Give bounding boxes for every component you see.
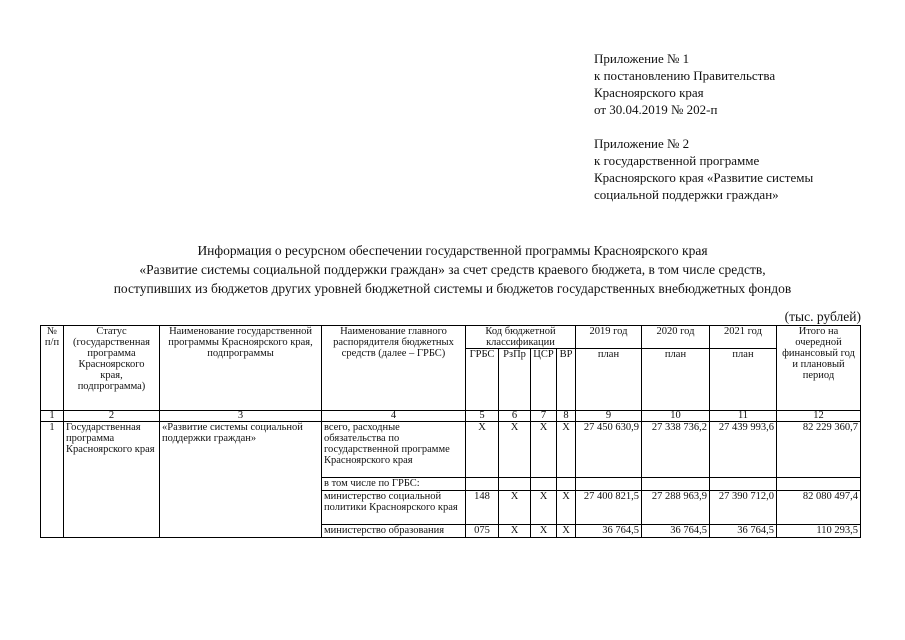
- cell-2019: [576, 478, 642, 491]
- header-num: № п/п: [41, 326, 64, 411]
- cell-rzpr: Х: [499, 422, 531, 478]
- header-plan-2019: план: [576, 349, 642, 411]
- cell-2020: [642, 478, 710, 491]
- column-number: 1: [41, 411, 64, 422]
- cell-2020: 27 338 736,2: [642, 422, 710, 478]
- header-program-name: Наименование государственной программы Красноярского края, подпрограммы: [160, 326, 322, 411]
- cell-2020: 36 764,5: [642, 525, 710, 538]
- header-status: Статус (государственная программа Красноярского края, подпрограмма): [64, 326, 160, 411]
- cell-2020: 27 288 963,9: [642, 491, 710, 525]
- cell-grbs: 148: [466, 491, 499, 525]
- header-plan-2021: план: [710, 349, 777, 411]
- cell-rzpr: [499, 478, 531, 491]
- annex-1-header: [594, 50, 775, 118]
- cell-2019: 27 450 630,9: [576, 422, 642, 478]
- cell-vr: Х: [557, 491, 576, 525]
- column-number: 10: [642, 411, 710, 422]
- cell-2021: 27 439 993,6: [710, 422, 777, 478]
- cell-total: 82 229 360,7: [777, 422, 861, 478]
- header-2019: 2019 год: [576, 326, 642, 349]
- resource-table: [40, 325, 861, 538]
- header-budget-code: Код бюджетной классификации: [466, 326, 576, 349]
- column-number: 12: [777, 411, 861, 422]
- annex-2-line: Приложение № 2: [594, 136, 690, 151]
- cell-csr: Х: [531, 525, 557, 538]
- cell-csr: Х: [531, 491, 557, 525]
- column-number: 9: [576, 411, 642, 422]
- column-number: 4: [322, 411, 466, 422]
- cell-total: [777, 478, 861, 491]
- cell-vr: Х: [557, 525, 576, 538]
- cell-vr: [557, 478, 576, 491]
- row-label: всего, расходные обязательства по государственной программе Красноярского края: [322, 422, 466, 478]
- header-plan-2020: план: [642, 349, 710, 411]
- column-number: 5: [466, 411, 499, 422]
- units-label: (тыс. рублей): [784, 309, 861, 324]
- annex-2-header: [594, 135, 813, 203]
- column-number: 2: [64, 411, 160, 422]
- cell-grbs: [466, 478, 499, 491]
- cell-2019: 27 400 821,5: [576, 491, 642, 525]
- row-label: министерство социальной политики Красноярского края: [322, 491, 466, 525]
- program-status: Государственная программа Красноярского края: [64, 422, 160, 538]
- header-grbs-name: Наименование главного распорядителя бюджетных средств (далее – ГРБС): [322, 326, 466, 411]
- table-row-total: [41, 422, 861, 478]
- cell-2021: 27 390 712,0: [710, 491, 777, 525]
- header-csr: ЦСР: [531, 349, 557, 411]
- cell-rzpr: Х: [499, 525, 531, 538]
- cell-2021: [710, 478, 777, 491]
- column-number: 3: [160, 411, 322, 422]
- cell-csr: Х: [531, 422, 557, 478]
- title-line: поступивших из бюджетов других уровней бюджетной системы и бюджетов государственных внебюджетных фондов: [113, 281, 792, 296]
- header-row: [41, 326, 861, 349]
- cell-grbs: 075: [466, 525, 499, 538]
- annex-1-line: Приложение № 1: [594, 51, 690, 66]
- cell-rzpr: Х: [499, 491, 531, 525]
- header-grbs: ГРБС: [466, 349, 499, 411]
- annex-1-line: к постановлению Правительства: [594, 68, 776, 83]
- cell-csr: [531, 478, 557, 491]
- column-number: 8: [557, 411, 576, 422]
- cell-2019: 36 764,5: [576, 525, 642, 538]
- program-number: 1: [41, 422, 64, 538]
- document-title: [0, 241, 905, 298]
- program-name: «Развитие системы социальной поддержки граждан»: [160, 422, 322, 538]
- cell-grbs: Х: [466, 422, 499, 478]
- row-label: министерство образования: [322, 525, 466, 538]
- header-total: Итого на очередной финансовый год и плановый период: [777, 326, 861, 411]
- header-2020: 2020 год: [642, 326, 710, 349]
- column-number: 6: [499, 411, 531, 422]
- column-number: 7: [531, 411, 557, 422]
- title-line: Информация о ресурсном обеспечении государственной программы Красноярского края: [197, 243, 708, 258]
- cell-vr: Х: [557, 422, 576, 478]
- header-rzpr: РзПр: [499, 349, 531, 411]
- annex-2-line: Красноярского края «Развитие системы: [594, 170, 814, 185]
- row-label: в том числе по ГРБС:: [322, 478, 466, 491]
- header-2021: 2021 год: [710, 326, 777, 349]
- column-number-row: [41, 411, 861, 422]
- annex-1-line: от 30.04.2019 № 202-п: [594, 102, 718, 117]
- title-line: «Развитие системы социальной поддержки граждан» за счет средств краевого бюджета, в том числе средств,: [139, 262, 766, 277]
- annex-1-line: Красноярского края: [594, 85, 704, 100]
- annex-2-line: к государственной программе: [594, 153, 760, 168]
- annex-2-line: социальной поддержки граждан»: [594, 187, 779, 202]
- header-vr: ВР: [557, 349, 576, 411]
- cell-total: 82 080 497,4: [777, 491, 861, 525]
- cell-2021: 36 764,5: [710, 525, 777, 538]
- column-number: 11: [710, 411, 777, 422]
- cell-total: 110 293,5: [777, 525, 861, 538]
